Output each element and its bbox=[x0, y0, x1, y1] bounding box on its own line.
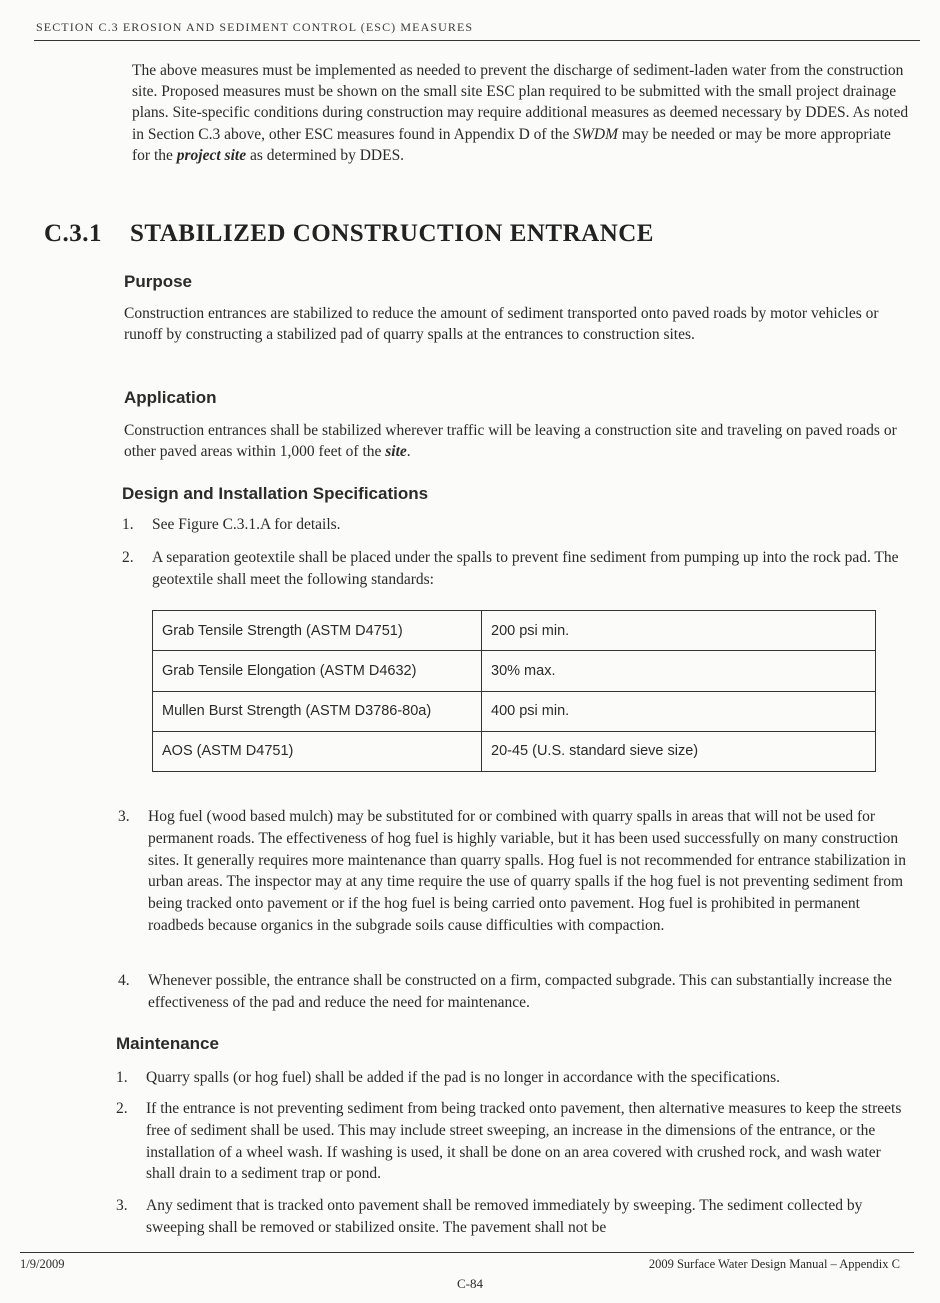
table-cell-property: Grab Tensile Strength (ASTM D4751) bbox=[153, 611, 482, 651]
maintenance-item-2 bbox=[116, 1098, 906, 1185]
table-cell-value: 30% max. bbox=[482, 651, 876, 691]
geotextile-standards-table bbox=[152, 610, 876, 772]
design-item-3 bbox=[118, 806, 908, 937]
item-number: 2. bbox=[116, 1100, 128, 1117]
item-number: 3. bbox=[116, 1197, 128, 1214]
purpose-text: Construction entrances are stabilized to reduce the amount of sediment transported onto paved roads by motor vehicles or runoff by constructing a stabilized pad of quarry spalls at the entrances to construction sites. bbox=[124, 305, 879, 344]
item-text: Hog fuel (wood based mulch) may be substituted for or combined with quarry spalls in areas that will not be used for permanent roads. The effectiveness of hog fuel is highly variable, but it has been used successfully on many construction sites. It generally requires more maintenance than quarry spalls. Hog fuel is not recommended for entrance stabilization in urban areas. The inspector may at any time require the use of quarry spalls if the hog fuel is not preventing sediment from being tracked onto pavement or if the hog fuel is being carried onto pavement. Hog fuel is prohibited in permanent roadbeds because organics in the subgrade soils cause difficulties with compaction. bbox=[148, 808, 906, 934]
table-row bbox=[153, 691, 876, 731]
table-cell-value: 400 psi min. bbox=[482, 691, 876, 731]
item-number: 1. bbox=[116, 1069, 128, 1086]
item-number: 4. bbox=[118, 972, 130, 989]
site-term: site bbox=[385, 443, 407, 461]
item-text: If the entrance is not preventing sediment from being tracked onto pavement, then alternative measures to keep the streets free of sediment shall be used. This may include street sweeping, an increase in the dimensions of the entrance, or the installation of a wheel wash. If washing is used, it shall be done on an area covered with crushed rock, and wash water shall drain to a sediment trap or pond. bbox=[146, 1100, 902, 1183]
item-text: Quarry spalls (or hog fuel) shall be added if the pad is no longer in accordance with the specifications. bbox=[146, 1069, 781, 1086]
table-row bbox=[153, 731, 876, 771]
item-text: Any sediment that is tracked onto pavement shall be removed immediately by sweeping. The sediment collected by sweeping shall be removed or stabilized onsite. The pavement shall not be bbox=[146, 1197, 863, 1236]
swdm-term: SWDM bbox=[573, 125, 619, 143]
maintenance-item-1 bbox=[116, 1067, 906, 1089]
maintenance-item-3 bbox=[116, 1195, 906, 1239]
section-title: STABILIZED CONSTRUCTION ENTRANCE bbox=[130, 220, 654, 247]
design-heading: Design and Installation Specifications bbox=[122, 484, 429, 503]
application-body: Construction entrances shall be stabilized wherever traffic will be leaving a construction site and traveling on paved roads or other paved areas within 1,000 feet of the bbox=[124, 422, 897, 461]
design-item-2 bbox=[122, 547, 910, 591]
project-site-term: project site bbox=[176, 146, 247, 164]
section-heading bbox=[44, 220, 914, 248]
item-text: A separation geotextile shall be placed under the spalls to prevent fine sediment from pumping up into the rock pad. The geotextile shall meet the following standards: bbox=[152, 549, 899, 588]
purpose-heading: Purpose bbox=[124, 272, 193, 291]
design-item-4 bbox=[118, 970, 908, 1014]
page-number: C-84 bbox=[457, 1276, 483, 1291]
table-row bbox=[153, 651, 876, 691]
section-number: C.3.1 bbox=[44, 220, 103, 247]
table-cell-property: Grab Tensile Elongation (ASTM D4632) bbox=[153, 651, 482, 691]
footer-manual-title: 2009 Surface Water Design Manual – Appendix C bbox=[648, 1257, 900, 1271]
table-row bbox=[153, 611, 876, 651]
intro-text-2: may be needed or may be more appropriate for the bbox=[132, 125, 891, 164]
maintenance-heading: Maintenance bbox=[116, 1034, 219, 1053]
item-number: 3. bbox=[118, 808, 130, 825]
intro-text-1: The above measures must be implemented as needed to prevent the discharge of sediment-laden water from the construction site. Proposed measures must be shown on the small site ESC plan required to be submitted with the small project drainage plans. Site-specific conditions during construction may require additional measures as deemed necessary by DDES. As noted in Section C.3 above, other ESC measures found in Appendix D of the bbox=[132, 62, 909, 143]
intro-text-3: as determined by DDES. bbox=[246, 146, 405, 164]
table-cell-value: 20-45 (U.S. standard sieve size) bbox=[482, 731, 876, 771]
item-number: 1. bbox=[122, 516, 134, 533]
item-number: 2. bbox=[122, 549, 134, 566]
intro-paragraph bbox=[132, 60, 912, 166]
application-text bbox=[124, 420, 910, 462]
item-text: See Figure C.3.1.A for details. bbox=[152, 516, 341, 533]
table-cell-value: 200 psi min. bbox=[482, 611, 876, 651]
application-heading: Application bbox=[124, 388, 217, 407]
item-text: Whenever possible, the entrance shall be constructed on a firm, compacted subgrade. This can substantially increase the effectiveness of the pad and reduce the need for maintenance. bbox=[148, 972, 892, 1011]
table-cell-property: AOS (ASTM D4751) bbox=[153, 731, 482, 771]
running-header: SECTION C.3 EROSION AND SEDIMENT CONTROL (ESC) MEASURES bbox=[36, 20, 474, 34]
header-rule bbox=[34, 40, 920, 41]
footer-date: 1/9/2009 bbox=[20, 1257, 65, 1271]
footer-rule bbox=[20, 1252, 914, 1253]
design-item-1 bbox=[122, 514, 912, 536]
table-cell-property: Mullen Burst Strength (ASTM D3786-80a) bbox=[153, 691, 482, 731]
application-end: . bbox=[406, 443, 411, 461]
